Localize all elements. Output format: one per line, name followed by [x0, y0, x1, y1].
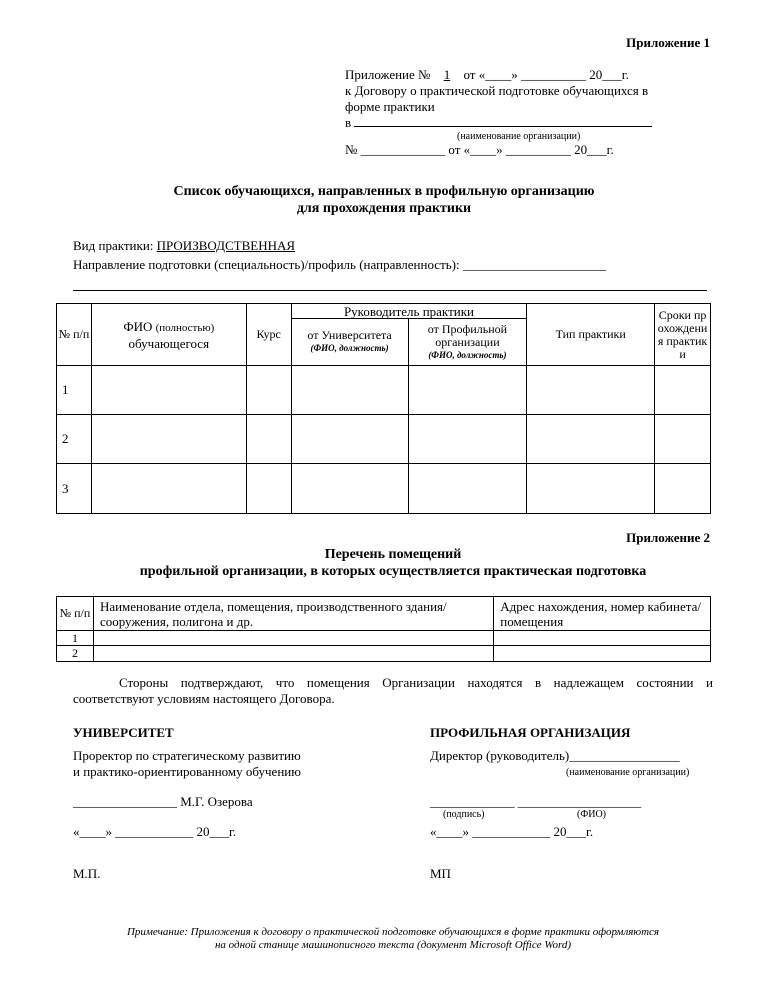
fio-caption: (ФИО)	[577, 809, 607, 820]
org-name-field[interactable]	[354, 116, 652, 127]
appendix2-heading: Приложение 2	[626, 530, 710, 545]
footnote	[0, 926, 768, 952]
footnote-line2: на одной станице машинописного текста (документ Microsoft Office Word)	[214, 939, 572, 951]
cell-dates[interactable]	[655, 366, 711, 415]
university-role-line1: Проректор по стратегическому развитию	[73, 748, 301, 763]
cell-premises-address[interactable]	[494, 646, 711, 662]
contract-reference	[345, 67, 705, 158]
org-title: ПРОФИЛЬНАЯ ОРГАНИЗАЦИЯ	[430, 725, 631, 740]
cell-fio[interactable]	[91, 415, 246, 464]
ref-label: Приложение №	[345, 67, 431, 82]
parties-statement: Стороны подтверждают, что помещения Организации находятся в надлежащем состоянии и соответствуют условиям настоящего Договора.	[73, 675, 713, 706]
cell-premises-name[interactable]	[93, 631, 493, 646]
app2-title-line2: профильной организации, в которых осуществляется практическая подготовка	[139, 564, 647, 579]
row-number: 1	[57, 631, 94, 646]
premises-col-number: № п/п	[57, 597, 94, 631]
signature-caption: (подпись)	[443, 809, 485, 820]
fio-label: ФИО	[123, 318, 153, 334]
university-date-line: «____» ____________ 20___г.	[73, 824, 237, 839]
cell-org[interactable]	[408, 366, 527, 415]
org-stamp: МП	[430, 866, 451, 881]
col-header-fio	[91, 304, 246, 366]
practice-type-label: Вид практики:	[73, 238, 154, 253]
university-signature-line: ________________ М.Г. Озерова	[73, 794, 253, 809]
org-name-caption: (наименование организации)	[457, 131, 581, 142]
university-role-line2: и практико-ориентированному обучению	[73, 764, 301, 779]
direction-continuation-line	[73, 290, 707, 291]
col-header-number: № п/п	[57, 304, 92, 366]
ref-contract-line: к Договору о практической подготовке обучающихся в	[345, 83, 649, 98]
cell-premises-name[interactable]	[93, 646, 493, 662]
col-header-org	[408, 319, 527, 366]
university-label: от Университета	[307, 328, 392, 342]
premises-table	[56, 596, 711, 662]
col-header-university	[291, 319, 408, 366]
cell-dates[interactable]	[655, 464, 711, 514]
org-sub: (ФИО, должность)	[428, 349, 507, 360]
premises-col-name: Наименование отдела, помещения, производственного здания/ сооружения, полигона и др.	[93, 597, 493, 631]
org-date-line: «____» ____________ 20___г.	[430, 824, 594, 839]
ref-in-prefix: в	[345, 115, 352, 130]
ref-form-line: форме практики	[345, 99, 435, 114]
ref-number-line: № _____________ от «____» __________ 20___г.	[345, 142, 614, 157]
appendix1-title	[0, 183, 768, 217]
university-stamp: М.П.	[73, 866, 101, 881]
cell-type[interactable]	[527, 366, 655, 415]
students-table	[56, 303, 711, 514]
table-row	[57, 464, 711, 514]
cell-type[interactable]	[527, 464, 655, 514]
cell-org[interactable]	[408, 415, 527, 464]
practice-type	[73, 238, 295, 254]
cell-dates[interactable]	[655, 415, 711, 464]
col-header-dates: Сроки прохождения практики	[655, 304, 711, 366]
cell-course[interactable]	[246, 415, 291, 464]
row-number: 3	[57, 464, 92, 514]
table-row	[57, 366, 711, 415]
cell-fio[interactable]	[91, 464, 246, 514]
col-header-practice-type: Тип практики	[527, 304, 655, 366]
fio-student-label: обучающегося	[128, 335, 210, 351]
table-row	[57, 646, 711, 662]
university-title: УНИВЕРСИТЕТ	[73, 725, 174, 740]
cell-course[interactable]	[246, 464, 291, 514]
app2-title-line1: Перечень помещений	[324, 547, 462, 562]
org-signature-line: _____________ ___________________	[430, 794, 642, 809]
col-header-supervisor: Руководитель практики	[291, 304, 527, 319]
ref-number: 1	[443, 67, 451, 82]
org-name-caption-right: (наименование организации)	[566, 767, 690, 778]
cell-univ[interactable]	[291, 415, 408, 464]
cell-univ[interactable]	[291, 464, 408, 514]
ref-date: от «____» __________ 20___г.	[463, 67, 629, 82]
row-number: 1	[57, 366, 92, 415]
title-line2: для прохождения практики	[296, 201, 472, 216]
footnote-line1: Примечание: Приложения к договору о практической подготовке обучающихся в форме практики оформляются	[126, 926, 660, 938]
cell-org[interactable]	[408, 464, 527, 514]
appendix1-heading: Приложение 1	[626, 35, 710, 50]
direction-line: Направление подготовки (специальность)/профиль (направленность): ______________________	[73, 257, 606, 272]
university-role	[73, 748, 301, 780]
cell-type[interactable]	[527, 415, 655, 464]
col-header-course: Курс	[246, 304, 291, 366]
row-number: 2	[57, 415, 92, 464]
premises-col-address: Адрес нахождения, номер кабинета/помещения	[494, 597, 711, 631]
cell-fio[interactable]	[91, 366, 246, 415]
appendix2-title	[0, 546, 768, 580]
cell-premises-address[interactable]	[494, 631, 711, 646]
table-row	[57, 631, 711, 646]
org-label: от Профильной организации	[427, 321, 508, 349]
row-number: 2	[57, 646, 94, 662]
title-line1: Список обучающихся, направленных в профильную организацию	[173, 184, 595, 199]
fio-full-note: (полностью)	[155, 321, 215, 334]
table-row	[57, 415, 711, 464]
university-sub: (ФИО, должность)	[310, 343, 389, 353]
org-role: Директор (руководитель)_________________	[430, 748, 680, 763]
practice-type-value: ПРОИЗВОДСТВЕННАЯ	[156, 238, 296, 253]
cell-course[interactable]	[246, 366, 291, 415]
cell-univ[interactable]	[291, 366, 408, 415]
